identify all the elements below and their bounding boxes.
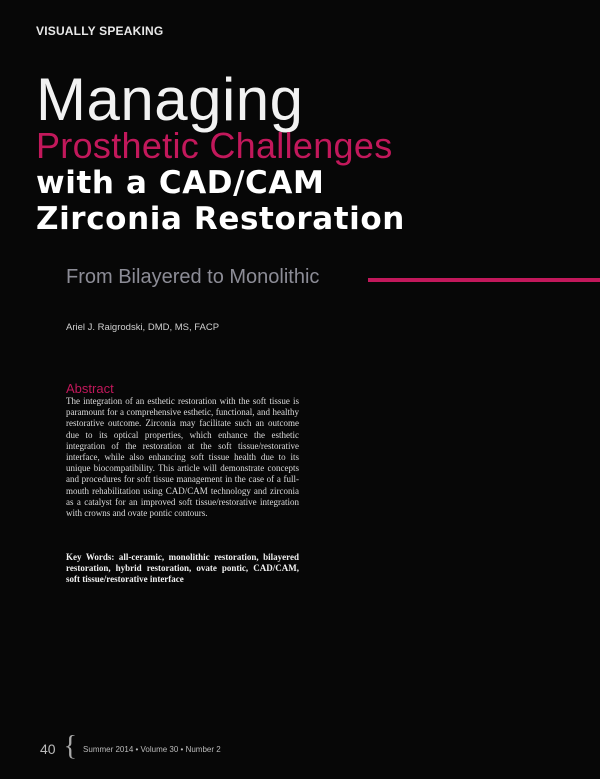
title-line-2: Prosthetic Challenges [36,125,393,166]
page-footer [40,731,221,763]
title-line-3: with a CAD/CAM [36,165,325,201]
issue-info: Summer 2014 • Volume 30 • Number 2 [83,744,221,754]
title-line-1: Managing [36,66,304,133]
abstract-heading: Abstract [66,381,114,396]
brace-icon: { [63,731,78,762]
keywords: Key Words: all-ceramic, monolithic restoration, bilayered restoration, hybrid restoration, ovate pontic, CAD/CAM, soft tissue/restorative interface [66,552,299,585]
title-line-4: Zirconia Restoration [36,201,405,237]
accent-rule [368,278,600,282]
subtitle: From Bilayered to Monolithic [66,266,320,288]
author-byline: Ariel J. Raigrodski, DMD, MS, FACP [66,322,220,333]
page-number: 40 [40,741,56,757]
section-label: VISUALLY SPEAKING [36,24,164,38]
abstract-body: The integration of an esthetic restoration with the soft tissue is paramount for a comprehensive esthetic, functional, and healthy restorative outcome. Zirconia may facilitate such an outcome due to its optical properties, which enhance the esthetic integration of the restoration at the soft tissue/restorative interface, while also enhancing soft tissue health due to its unique biocompatibility. This article will demonstrate concepts and procedures for soft tissue management in the case of a full-mouth rehabilitation using CAD/CAM technology and zirconia as a catalyst for an improved soft tissue/restorative integration with crowns and ovate pontic contours. [66,396,299,519]
